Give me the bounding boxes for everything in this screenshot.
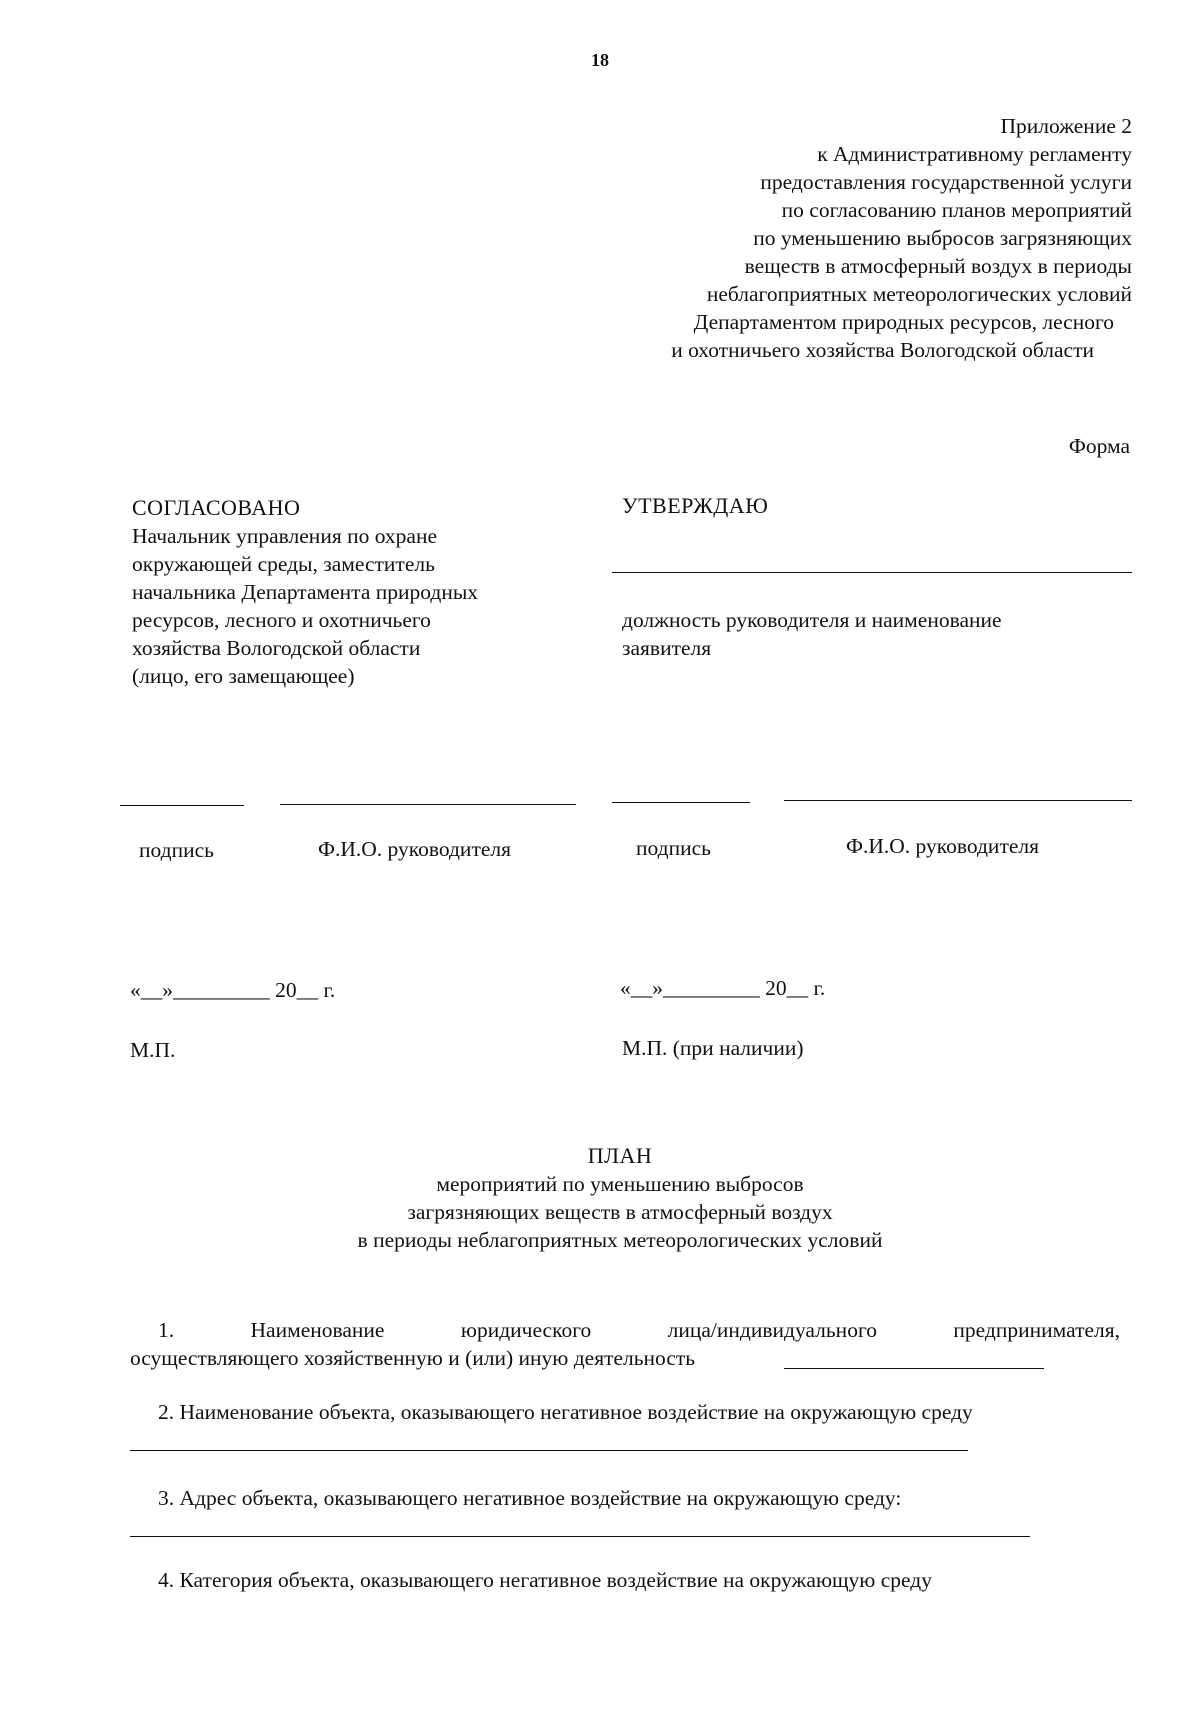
approved-name-label: Ф.И.О. руководителя — [846, 834, 1039, 858]
appendix-line: по согласованию планов мероприятий — [781, 198, 1132, 222]
approved-date: «__»_________ 20__ г. — [620, 976, 826, 1000]
item-1-number: 1. — [158, 1318, 175, 1342]
agreed-date: «__»_________ 20__ г. — [130, 978, 336, 1002]
appendix-line: к Административному регламенту — [817, 142, 1132, 166]
appendix-header — [500, 112, 1132, 364]
approved-line: должность руководителя и наименование — [622, 608, 1002, 632]
item-3: 3. Адрес объекта, оказывающего негативное воздействие на окружающую среду: — [158, 1486, 902, 1510]
item-2-fill-line — [130, 1450, 968, 1451]
agreed-signature-label: подпись — [139, 838, 214, 862]
approved-position-line — [612, 572, 1132, 573]
appendix-line: неблагоприятных метеорологических условий — [706, 282, 1132, 306]
item-1-fill-line — [784, 1368, 1044, 1369]
approved-heading: УТВЕРЖДАЮ — [622, 493, 769, 518]
agreed-name-label: Ф.И.О. руководителя — [318, 837, 511, 861]
agreed-heading: СОГЛАСОВАНО — [132, 495, 301, 520]
approved-block — [622, 606, 1122, 662]
form-label: Форма — [1068, 434, 1130, 458]
agreed-line: (лицо, его замещающее) — [132, 664, 355, 688]
approved-name-line — [784, 800, 1132, 801]
approved-signature-line — [612, 802, 750, 803]
plan-subtitle-line: загрязняющих веществ в атмосферный воздух — [407, 1200, 833, 1224]
plan-title: ПЛАН — [587, 1143, 653, 1168]
item-3-fill-line — [130, 1536, 1030, 1537]
item-1-first-line — [130, 1316, 1120, 1344]
approved-seal-label: М.П. (при наличии) — [622, 1036, 804, 1060]
agreed-line: хозяйства Вологодской области — [132, 636, 421, 660]
page-number: 18 — [591, 50, 609, 70]
appendix-line: по уменьшению выбросов загрязняющих — [753, 226, 1132, 250]
agreed-line: Начальник управления по охране — [132, 524, 438, 548]
appendix-line: Департаментом природных ресурсов, лесного — [693, 310, 1114, 334]
item-1-word: Наименование — [250, 1318, 385, 1342]
plan-subtitle-line: в периоды неблагоприятных метеорологических условий — [357, 1228, 883, 1252]
item-1-word: лица/индивидуального — [667, 1318, 877, 1342]
agreed-line: начальника Департамента природных — [132, 580, 479, 604]
appendix-line: Приложение 2 — [1000, 114, 1132, 138]
appendix-line: веществ в атмосферный воздух в периоды — [744, 254, 1132, 278]
item-1-word: юридического — [460, 1318, 592, 1342]
item-2: 2. Наименование объекта, оказывающего негативное воздействие на окружающую среду — [158, 1400, 973, 1424]
item-1-word: предпринимателя, — [953, 1318, 1120, 1342]
agreed-line: окружающей среды, заместитель — [132, 552, 435, 576]
item-4: 4. Категория объекта, оказывающего негативное воздействие на окружающую среду — [158, 1568, 932, 1592]
approved-line: заявителя — [622, 636, 712, 660]
item-1-second-line: осуществляющего хозяйственную и (или) иную деятельность — [130, 1346, 696, 1370]
agreed-seal-label: М.П. — [130, 1038, 176, 1062]
agreed-signature-line — [120, 805, 244, 806]
appendix-line: предоставления государственной услуги — [760, 170, 1132, 194]
plan-subtitle-line: мероприятий по уменьшению выбросов — [436, 1172, 804, 1196]
plan-title-block — [200, 1142, 1040, 1254]
agreed-block — [132, 494, 602, 690]
agreed-name-line — [280, 804, 576, 805]
appendix-line: и охотничьего хозяйства Вологодской области — [671, 338, 1094, 362]
approved-signature-label: подпись — [636, 836, 711, 860]
agreed-line: ресурсов, лесного и охотничьего — [132, 608, 431, 632]
